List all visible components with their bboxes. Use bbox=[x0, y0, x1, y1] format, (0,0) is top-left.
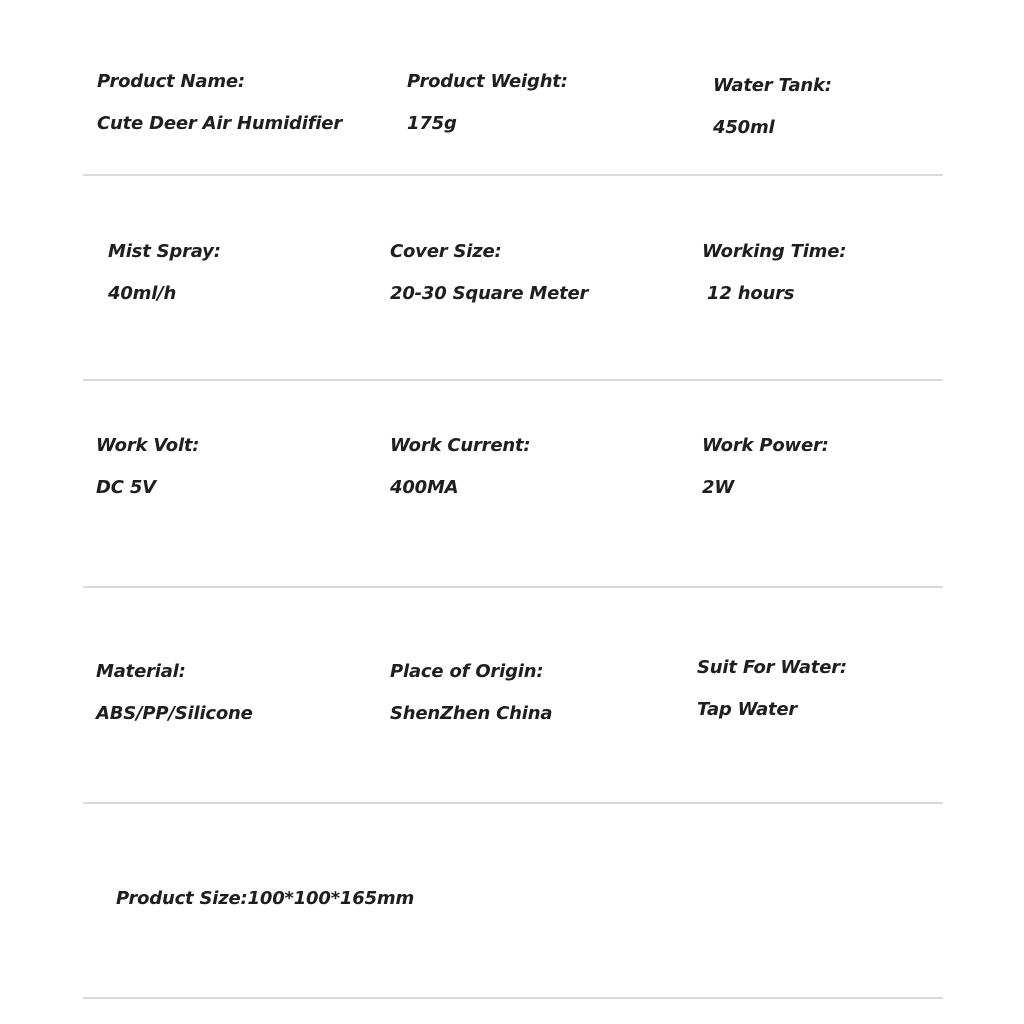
spec-value: 450ml bbox=[713, 117, 775, 138]
spec-label: Mist Spray: bbox=[108, 241, 221, 262]
spec-label: Cover Size: bbox=[390, 241, 502, 262]
spec-label: Work Power: bbox=[702, 435, 829, 456]
spec-value: 175g bbox=[407, 113, 457, 134]
spec-value: Cute Deer Air Humidifier bbox=[97, 113, 342, 134]
spec-work-volt bbox=[96, 435, 199, 499]
spec-suit-for-water bbox=[697, 657, 847, 721]
spec-label: Working Time: bbox=[702, 241, 847, 262]
spec-label: Suit For Water: bbox=[697, 657, 847, 678]
spec-label: Material: bbox=[96, 661, 186, 682]
spec-label: Work Current: bbox=[390, 435, 531, 456]
spec-water-tank bbox=[713, 75, 832, 139]
spec-label: Product Weight: bbox=[407, 71, 568, 92]
spec-value: 400MA bbox=[390, 477, 459, 498]
spec-value: 2W bbox=[702, 477, 734, 498]
spec-product-weight bbox=[407, 71, 568, 135]
spec-label: Water Tank: bbox=[713, 75, 832, 96]
spec-place-of-origin bbox=[390, 661, 552, 725]
spec-value: DC 5V bbox=[96, 477, 156, 498]
spec-product-size bbox=[116, 888, 414, 910]
spec-label: Product Name: bbox=[97, 71, 245, 92]
spec-product-name bbox=[97, 71, 342, 135]
spec-working-time bbox=[702, 241, 846, 305]
spec-label: Place of Origin: bbox=[390, 661, 544, 682]
row-divider bbox=[83, 997, 943, 999]
spec-value: ShenZhen China bbox=[390, 703, 553, 724]
row-divider bbox=[83, 174, 943, 176]
spec-value: Tap Water bbox=[697, 699, 798, 720]
spec-value: 12 hours bbox=[707, 283, 795, 304]
row-divider bbox=[83, 586, 943, 588]
spec-material bbox=[96, 661, 253, 725]
spec-value: 40ml/h bbox=[108, 283, 177, 304]
spec-mist-spray bbox=[108, 241, 221, 305]
row-divider bbox=[83, 802, 943, 804]
spec-value: 20-30 Square Meter bbox=[390, 283, 589, 304]
spec-work-power bbox=[702, 435, 829, 499]
spec-label: Product Size: bbox=[116, 888, 248, 909]
spec-cover-size bbox=[390, 241, 588, 305]
spec-work-current bbox=[390, 435, 530, 499]
spec-value: 100*100*165mm bbox=[247, 888, 415, 909]
spec-label: Work Volt: bbox=[96, 435, 200, 456]
spec-value: ABS/PP/Silicone bbox=[96, 703, 253, 724]
row-divider bbox=[83, 379, 943, 381]
